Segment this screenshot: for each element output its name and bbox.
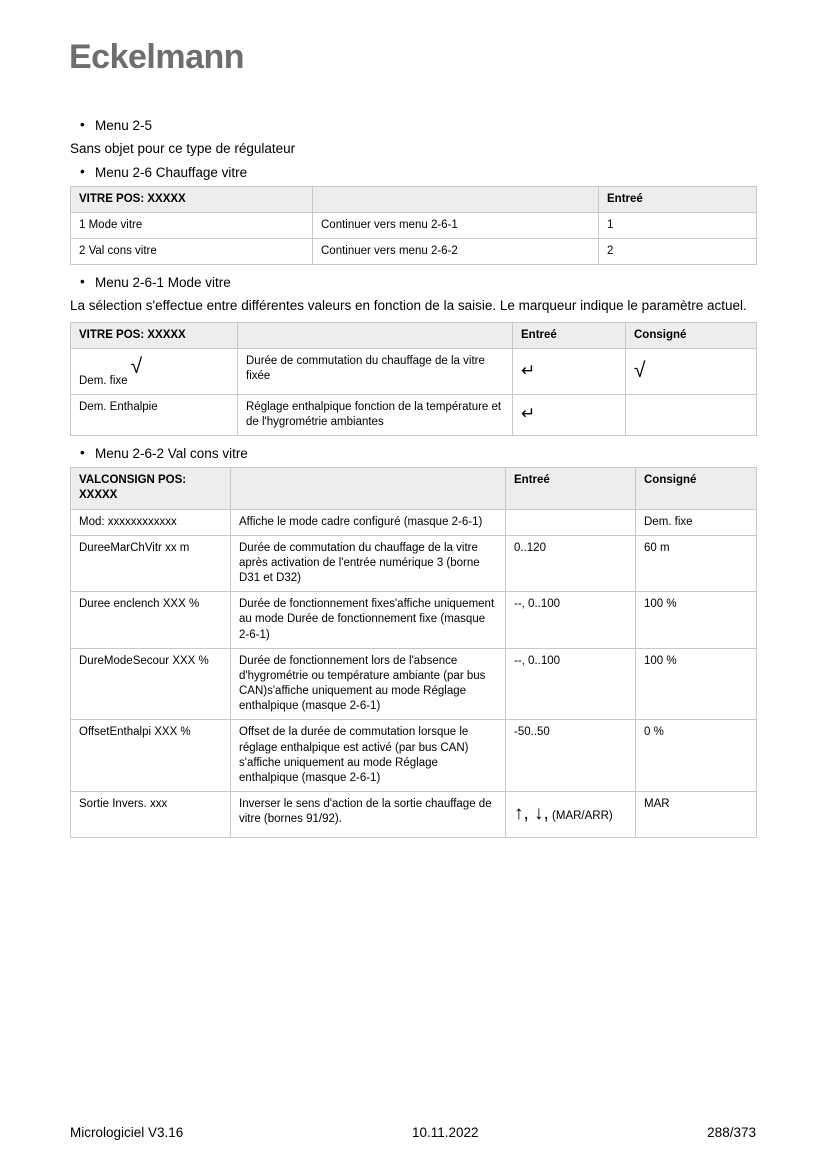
param-label: Dem. Enthalpie <box>79 400 158 413</box>
desc-cell: Durée de fonctionnement fixes'affiche uniquement au mode Durée de fonctionnement fixe (masque 2-6-1) <box>231 592 506 649</box>
table-row <box>71 394 757 435</box>
consigne-cell: MAR <box>636 792 757 838</box>
param-label: Dem. fixe <box>79 374 128 387</box>
desc-cell: Affiche le mode cadre configuré (masque 2-6-1) <box>231 509 506 535</box>
param-cell: Duree enclench XXX % <box>71 592 231 649</box>
table-header-row <box>71 186 757 212</box>
footer-page-number: 288/373 <box>707 1125 756 1140</box>
param-cell: Mod: xxxxxxxxxxxx <box>71 509 231 535</box>
para-sans-objet: Sans objet pour ce type de régulateur <box>70 141 296 156</box>
desc-cell: Durée de fonctionnement lors de l'absence d'hygrométrie ou température ambiante (par bus CAN)s'affiche uniquement au mode Réglage enthalpique (masque 2-6-1) <box>231 648 506 720</box>
param-cell: DureeMarChVitr xx m <box>71 535 231 592</box>
eckelmann-logo: Eckelmann <box>69 38 245 76</box>
table-row <box>71 348 757 394</box>
value-cell: 1 <box>599 212 757 238</box>
entree-cell: 0..120 <box>506 535 636 592</box>
entree-cell: --, 0..100 <box>506 592 636 649</box>
up-down-arrows-icon: ↑, ↓, <box>514 803 549 825</box>
param-cell: 2 Val cons vitre <box>71 238 313 264</box>
entree-cell: --, 0..100 <box>506 648 636 720</box>
footer-date: 10.11.2022 <box>411 1125 479 1140</box>
desc-cell: Continuer vers menu 2-6-2 <box>313 238 599 264</box>
consigne-cell: Dem. fixe <box>636 509 757 535</box>
table-row <box>71 212 757 238</box>
column-header-entree: Entreé <box>513 322 626 348</box>
table-menu-2-6-2 <box>70 467 757 838</box>
bullet-menu-2-6-1: • Menu 2-6-1 Mode vitre <box>80 275 756 290</box>
bullet-menu-2-6-2: • Menu 2-6-2 Val cons vitre <box>80 446 756 461</box>
entree-cell <box>506 509 636 535</box>
table-menu-2-6 <box>70 186 757 266</box>
para-selection: La sélection s'effectue entre différentes valeurs en fonction de la saisie. Le marqueur indique le paramètre actuel. <box>70 298 747 314</box>
desc-cell: Durée de commutation du chauffage de la vitre après activation de l'entrée numérique 3 (borne D31 et D32) <box>231 535 506 592</box>
table-row <box>71 592 757 649</box>
footer-version: Micrologiciel V3.16 <box>70 1125 184 1140</box>
page-content <box>70 112 756 848</box>
table-header-row <box>71 468 757 509</box>
entree-cell: -50..50 <box>506 720 636 792</box>
desc-cell: Offset de la durée de commutation lorsque le réglage enthalpique est activé (par bus CAN) s'affiche uniquement au mode Réglage enthalpique (masque 2-6-1) <box>231 720 506 792</box>
entree-cell <box>513 394 626 435</box>
entree-cell <box>513 348 626 394</box>
consigne-cell: 100 % <box>636 592 757 649</box>
bullet-menu-2-6: • Menu 2-6 Chauffage vitre <box>80 165 756 180</box>
page-footer <box>70 1125 756 1140</box>
table-menu-2-6-1 <box>70 322 757 437</box>
column-header-empty <box>313 186 599 212</box>
column-header-valconsign-pos: VALCONSIGN POS: XXXXX <box>71 468 231 509</box>
param-cell: DureModeSecour XXX % <box>71 648 231 720</box>
table-row <box>71 720 757 792</box>
desc-cell: Durée de commutation du chauffage de la vitre fixée <box>238 348 513 394</box>
bullet-menu-2-5: • Menu 2-5 <box>80 118 756 133</box>
enter-key-icon: ↵ <box>521 360 536 380</box>
table-row <box>71 792 757 838</box>
table-row <box>71 535 757 592</box>
desc-cell: Réglage enthalpique fonction de la température et de l'hygrométrie ambiantes <box>238 394 513 435</box>
consigne-cell: 100 % <box>636 648 757 720</box>
checkmark-icon: √ <box>634 359 646 383</box>
consigne-cell: 60 m <box>636 535 757 592</box>
column-header-vitre-pos: VITRE POS: XXXXX <box>71 186 313 212</box>
desc-cell: Continuer vers menu 2-6-1 <box>313 212 599 238</box>
consigne-cell: 0 % <box>636 720 757 792</box>
entree-cell <box>506 792 636 838</box>
column-header-entree: Entreé <box>599 186 757 212</box>
column-header-empty <box>238 322 513 348</box>
column-header-entree: Entreé <box>506 468 636 509</box>
column-header-consigne: Consigné <box>626 322 757 348</box>
enter-key-icon: ↵ <box>521 404 536 424</box>
column-header-consigne: Consigné <box>636 468 757 509</box>
table-row <box>71 509 757 535</box>
param-cell: OffsetEnthalpi XXX % <box>71 720 231 792</box>
consigne-cell <box>626 394 757 435</box>
consigne-cell <box>626 348 757 394</box>
table-row <box>71 238 757 264</box>
column-header-vitre-pos: VITRE POS: XXXXX <box>71 322 238 348</box>
param-cell: Sortie Invers. xxx <box>71 792 231 838</box>
checkmark-icon: √ <box>130 354 143 378</box>
column-header-empty <box>231 468 506 509</box>
param-cell <box>71 348 238 394</box>
param-cell <box>71 394 238 435</box>
desc-cell: Inverser le sens d'action de la sortie chauffage de vitre (bornes 91/92). <box>231 792 506 838</box>
entree-text: (MAR/ARR) <box>552 810 613 823</box>
value-cell: 2 <box>599 238 757 264</box>
table-header-row <box>71 322 757 348</box>
table-row <box>71 648 757 720</box>
param-cell: 1 Mode vitre <box>71 212 313 238</box>
